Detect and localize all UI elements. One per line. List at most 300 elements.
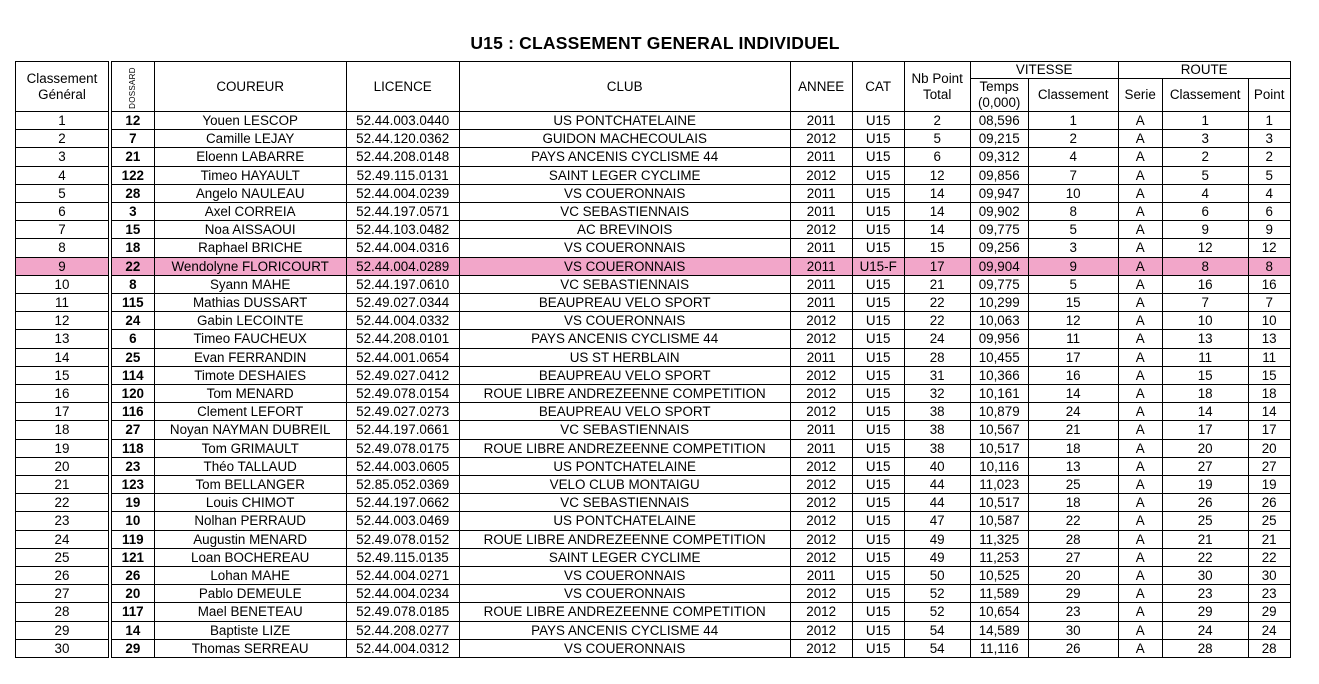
cell-annee: 2011 bbox=[790, 275, 852, 293]
cell-licence: 52.85.052.0369 bbox=[346, 476, 459, 494]
cell-licence: 52.49.115.0135 bbox=[346, 548, 459, 566]
cell-annee: 2011 bbox=[790, 184, 852, 202]
cell-dossard: 29 bbox=[112, 639, 155, 657]
cell-vitesse-classement: 17 bbox=[1028, 348, 1118, 366]
cell-annee: 2012 bbox=[790, 330, 852, 348]
cell-dossard: 22 bbox=[112, 257, 155, 275]
cell-nb-point-total: 14 bbox=[904, 203, 970, 221]
cell-vitesse-classement: 27 bbox=[1028, 548, 1118, 566]
cell-club: GUIDON MACHECOULAIS bbox=[459, 130, 790, 148]
cell-route-classement: 26 bbox=[1162, 494, 1248, 512]
header-cat: CAT bbox=[852, 62, 904, 112]
cell-coureur: Timeo HAYAULT bbox=[154, 166, 346, 184]
cell-club: BEAUPREAU VELO SPORT bbox=[459, 294, 790, 312]
cell-cat: U15 bbox=[852, 585, 904, 603]
cell-rank: 13 bbox=[16, 330, 109, 348]
cell-cat: U15 bbox=[852, 112, 904, 130]
cell-licence: 52.49.078.0154 bbox=[346, 385, 459, 403]
table-row bbox=[16, 621, 1291, 639]
cell-rank: 1 bbox=[16, 112, 109, 130]
cell-nb-point-total: 14 bbox=[904, 221, 970, 239]
cell-annee: 2012 bbox=[790, 585, 852, 603]
results-table bbox=[15, 61, 1291, 658]
cell-club: VC SEBASTIENNAIS bbox=[459, 494, 790, 512]
cell-rank: 24 bbox=[16, 530, 109, 548]
header-points-line1: Nb Point bbox=[911, 70, 963, 86]
cell-point: 21 bbox=[1248, 530, 1290, 548]
cell-rank: 14 bbox=[16, 348, 109, 366]
cell-coureur: Lohan MAHE bbox=[154, 567, 346, 585]
cell-club: ROUE LIBRE ANDREZEENNE COMPETITION bbox=[459, 530, 790, 548]
table-row bbox=[16, 275, 1291, 293]
cell-route-classement: 2 bbox=[1162, 148, 1248, 166]
table-row bbox=[16, 548, 1291, 566]
cell-dossard: 21 bbox=[112, 148, 155, 166]
cell-serie: A bbox=[1118, 457, 1162, 475]
cell-coureur: Timeo FAUCHEUX bbox=[154, 330, 346, 348]
cell-club: VS COUERONNAIS bbox=[459, 239, 790, 257]
cell-route-classement: 17 bbox=[1162, 421, 1248, 439]
cell-temps: 09,902 bbox=[970, 203, 1028, 221]
cell-rank: 10 bbox=[16, 275, 109, 293]
header-annee: ANNEE bbox=[790, 62, 852, 112]
cell-club: VS COUERONNAIS bbox=[459, 585, 790, 603]
cell-dossard: 115 bbox=[112, 294, 155, 312]
cell-cat: U15 bbox=[852, 639, 904, 657]
cell-route-classement: 18 bbox=[1162, 385, 1248, 403]
cell-nb-point-total: 49 bbox=[904, 530, 970, 548]
table-row bbox=[16, 366, 1291, 384]
cell-club: VS COUERONNAIS bbox=[459, 184, 790, 202]
cell-cat: U15 bbox=[852, 621, 904, 639]
cell-temps: 09,956 bbox=[970, 330, 1028, 348]
cell-cat: U15 bbox=[852, 330, 904, 348]
cell-rank: 18 bbox=[16, 421, 109, 439]
cell-temps: 09,775 bbox=[970, 221, 1028, 239]
cell-licence: 52.44.001.0654 bbox=[346, 348, 459, 366]
cell-route-classement: 6 bbox=[1162, 203, 1248, 221]
cell-coureur: Syann MAHE bbox=[154, 275, 346, 293]
cell-coureur: Mael BENETEAU bbox=[154, 603, 346, 621]
cell-point: 23 bbox=[1248, 585, 1290, 603]
cell-temps: 10,455 bbox=[970, 348, 1028, 366]
cell-nb-point-total: 28 bbox=[904, 348, 970, 366]
cell-cat: U15 bbox=[852, 476, 904, 494]
cell-coureur: Loan BOCHEREAU bbox=[154, 548, 346, 566]
cell-vitesse-classement: 5 bbox=[1028, 221, 1118, 239]
table-row bbox=[16, 166, 1291, 184]
cell-rank: 9 bbox=[16, 257, 109, 275]
cell-club: BEAUPREAU VELO SPORT bbox=[459, 366, 790, 384]
cell-route-classement: 19 bbox=[1162, 476, 1248, 494]
table-row bbox=[16, 530, 1291, 548]
header-route-classement: Classement bbox=[1162, 79, 1248, 112]
cell-serie: A bbox=[1118, 221, 1162, 239]
cell-point: 29 bbox=[1248, 603, 1290, 621]
cell-dossard: 15 bbox=[112, 221, 155, 239]
cell-point: 24 bbox=[1248, 621, 1290, 639]
cell-licence: 52.44.004.0239 bbox=[346, 184, 459, 202]
cell-dossard: 119 bbox=[112, 530, 155, 548]
cell-coureur: Louis CHIMOT bbox=[154, 494, 346, 512]
cell-annee: 2011 bbox=[790, 239, 852, 257]
cell-cat: U15 bbox=[852, 366, 904, 384]
cell-annee: 2012 bbox=[790, 603, 852, 621]
cell-club: ROUE LIBRE ANDREZEENNE COMPETITION bbox=[459, 603, 790, 621]
cell-annee: 2012 bbox=[790, 166, 852, 184]
cell-serie: A bbox=[1118, 330, 1162, 348]
cell-annee: 2012 bbox=[790, 385, 852, 403]
cell-temps: 11,589 bbox=[970, 585, 1028, 603]
cell-dossard: 12 bbox=[112, 112, 155, 130]
cell-cat: U15 bbox=[852, 348, 904, 366]
cell-club: ROUE LIBRE ANDREZEENNE COMPETITION bbox=[459, 439, 790, 457]
cell-temps: 10,587 bbox=[970, 512, 1028, 530]
cell-temps: 09,312 bbox=[970, 148, 1028, 166]
cell-licence: 52.49.078.0152 bbox=[346, 530, 459, 548]
cell-route-classement: 1 bbox=[1162, 112, 1248, 130]
cell-rank: 6 bbox=[16, 203, 109, 221]
cell-rank: 28 bbox=[16, 603, 109, 621]
cell-nb-point-total: 38 bbox=[904, 421, 970, 439]
cell-point: 9 bbox=[1248, 221, 1290, 239]
cell-nb-point-total: 38 bbox=[904, 403, 970, 421]
cell-rank: 4 bbox=[16, 166, 109, 184]
cell-cat: U15 bbox=[852, 221, 904, 239]
cell-vitesse-classement: 24 bbox=[1028, 403, 1118, 421]
cell-dossard: 118 bbox=[112, 439, 155, 457]
cell-serie: A bbox=[1118, 548, 1162, 566]
cell-point: 6 bbox=[1248, 203, 1290, 221]
cell-temps: 10,567 bbox=[970, 421, 1028, 439]
cell-annee: 2012 bbox=[790, 494, 852, 512]
cell-dossard: 6 bbox=[112, 330, 155, 348]
cell-point: 18 bbox=[1248, 385, 1290, 403]
table-row bbox=[16, 476, 1291, 494]
cell-licence: 52.44.197.0661 bbox=[346, 421, 459, 439]
cell-rank: 22 bbox=[16, 494, 109, 512]
table-row bbox=[16, 603, 1291, 621]
header-serie: Serie bbox=[1118, 79, 1162, 112]
cell-nb-point-total: 22 bbox=[904, 294, 970, 312]
cell-rank: 27 bbox=[16, 585, 109, 603]
cell-coureur: Tom BELLANGER bbox=[154, 476, 346, 494]
cell-coureur: Clement LEFORT bbox=[154, 403, 346, 421]
cell-serie: A bbox=[1118, 621, 1162, 639]
cell-serie: A bbox=[1118, 421, 1162, 439]
cell-nb-point-total: 14 bbox=[904, 184, 970, 202]
cell-vitesse-classement: 29 bbox=[1028, 585, 1118, 603]
cell-rank: 17 bbox=[16, 403, 109, 421]
cell-cat: U15 bbox=[852, 567, 904, 585]
cell-licence: 52.44.003.0469 bbox=[346, 512, 459, 530]
cell-cat: U15 bbox=[852, 148, 904, 166]
cell-club: PAYS ANCENIS CYCLISME 44 bbox=[459, 621, 790, 639]
cell-point: 3 bbox=[1248, 130, 1290, 148]
cell-route-classement: 20 bbox=[1162, 439, 1248, 457]
cell-club: VELO CLUB MONTAIGU bbox=[459, 476, 790, 494]
header-point: Point bbox=[1248, 79, 1290, 112]
cell-vitesse-classement: 21 bbox=[1028, 421, 1118, 439]
cell-annee: 2011 bbox=[790, 567, 852, 585]
cell-point: 26 bbox=[1248, 494, 1290, 512]
cell-dossard: 116 bbox=[112, 403, 155, 421]
cell-point: 7 bbox=[1248, 294, 1290, 312]
cell-nb-point-total: 38 bbox=[904, 439, 970, 457]
cell-temps: 11,325 bbox=[970, 530, 1028, 548]
cell-coureur: Baptiste LIZE bbox=[154, 621, 346, 639]
cell-point: 1 bbox=[1248, 112, 1290, 130]
cell-licence: 52.44.003.0605 bbox=[346, 457, 459, 475]
cell-cat: U15 bbox=[852, 203, 904, 221]
table-header bbox=[16, 62, 1291, 112]
cell-serie: A bbox=[1118, 275, 1162, 293]
cell-club: VS COUERONNAIS bbox=[459, 312, 790, 330]
cell-rank: 20 bbox=[16, 457, 109, 475]
cell-vitesse-classement: 13 bbox=[1028, 457, 1118, 475]
cell-coureur: Nolhan PERRAUD bbox=[154, 512, 346, 530]
cell-annee: 2012 bbox=[790, 457, 852, 475]
cell-vitesse-classement: 16 bbox=[1028, 366, 1118, 384]
cell-annee: 2012 bbox=[790, 221, 852, 239]
cell-route-classement: 3 bbox=[1162, 130, 1248, 148]
header-club: CLUB bbox=[459, 62, 790, 112]
cell-route-classement: 25 bbox=[1162, 512, 1248, 530]
cell-temps: 10,366 bbox=[970, 366, 1028, 384]
cell-serie: A bbox=[1118, 130, 1162, 148]
cell-nb-point-total: 12 bbox=[904, 166, 970, 184]
cell-point: 17 bbox=[1248, 421, 1290, 439]
table-row bbox=[16, 439, 1291, 457]
table-row bbox=[16, 494, 1291, 512]
table-row bbox=[16, 457, 1291, 475]
header-classement-general bbox=[16, 62, 109, 112]
table-row bbox=[16, 330, 1291, 348]
cell-nb-point-total: 44 bbox=[904, 494, 970, 512]
cell-rank: 5 bbox=[16, 184, 109, 202]
cell-cat: U15 bbox=[852, 275, 904, 293]
cell-serie: A bbox=[1118, 366, 1162, 384]
header-points-line2: Total bbox=[923, 86, 952, 102]
cell-nb-point-total: 40 bbox=[904, 457, 970, 475]
cell-point: 22 bbox=[1248, 548, 1290, 566]
cell-club: ROUE LIBRE ANDREZEENNE COMPETITION bbox=[459, 385, 790, 403]
cell-temps: 10,879 bbox=[970, 403, 1028, 421]
cell-dossard: 27 bbox=[112, 421, 155, 439]
cell-serie: A bbox=[1118, 184, 1162, 202]
cell-point: 25 bbox=[1248, 512, 1290, 530]
page-title: U15 : CLASSEMENT GENERAL INDIVIDUEL bbox=[470, 33, 840, 53]
cell-club: PAYS ANCENIS CYCLISME 44 bbox=[459, 330, 790, 348]
cell-point: 16 bbox=[1248, 275, 1290, 293]
cell-nb-point-total: 54 bbox=[904, 621, 970, 639]
cell-cat: U15 bbox=[852, 457, 904, 475]
cell-temps: 10,517 bbox=[970, 439, 1028, 457]
cell-licence: 52.44.197.0571 bbox=[346, 203, 459, 221]
cell-cat: U15 bbox=[852, 421, 904, 439]
cell-coureur: Noa AISSAOUI bbox=[154, 221, 346, 239]
cell-route-classement: 16 bbox=[1162, 275, 1248, 293]
cell-serie: A bbox=[1118, 603, 1162, 621]
cell-club: SAINT LEGER CYCLIME bbox=[459, 166, 790, 184]
table-row bbox=[16, 421, 1291, 439]
cell-coureur: Axel CORREIA bbox=[154, 203, 346, 221]
cell-dossard: 122 bbox=[112, 166, 155, 184]
cell-annee: 2012 bbox=[790, 312, 852, 330]
cell-vitesse-classement: 11 bbox=[1028, 330, 1118, 348]
cell-rank: 29 bbox=[16, 621, 109, 639]
cell-route-classement: 11 bbox=[1162, 348, 1248, 366]
cell-licence: 52.44.208.0277 bbox=[346, 621, 459, 639]
cell-nb-point-total: 54 bbox=[904, 639, 970, 657]
cell-nb-point-total: 24 bbox=[904, 330, 970, 348]
cell-licence: 52.44.208.0101 bbox=[346, 330, 459, 348]
cell-dossard: 114 bbox=[112, 366, 155, 384]
header-rank-line2: Général bbox=[38, 86, 86, 102]
cell-licence: 52.44.004.0316 bbox=[346, 239, 459, 257]
cell-annee: 2012 bbox=[790, 366, 852, 384]
cell-coureur: Eloenn LABARRE bbox=[154, 148, 346, 166]
header-temps bbox=[970, 79, 1028, 112]
cell-coureur: Evan FERRANDIN bbox=[154, 348, 346, 366]
cell-dossard: 25 bbox=[112, 348, 155, 366]
cell-serie: A bbox=[1118, 112, 1162, 130]
cell-dossard: 26 bbox=[112, 567, 155, 585]
cell-annee: 2011 bbox=[790, 421, 852, 439]
table-row bbox=[16, 403, 1291, 421]
cell-temps: 11,116 bbox=[970, 639, 1028, 657]
cell-vitesse-classement: 5 bbox=[1028, 275, 1118, 293]
header-vitesse-classement: Classement bbox=[1028, 79, 1118, 112]
cell-cat: U15 bbox=[852, 294, 904, 312]
cell-temps: 09,215 bbox=[970, 130, 1028, 148]
cell-annee: 2012 bbox=[790, 621, 852, 639]
table-row bbox=[16, 130, 1291, 148]
cell-cat: U15 bbox=[852, 239, 904, 257]
cell-club: VS COUERONNAIS bbox=[459, 257, 790, 275]
cell-dossard: 20 bbox=[112, 585, 155, 603]
header-dossard-label: DOSSARD bbox=[127, 66, 137, 109]
cell-point: 11 bbox=[1248, 348, 1290, 366]
cell-nb-point-total: 52 bbox=[904, 603, 970, 621]
cell-point: 13 bbox=[1248, 330, 1290, 348]
cell-coureur: Angelo NAULEAU bbox=[154, 184, 346, 202]
cell-vitesse-classement: 20 bbox=[1028, 567, 1118, 585]
cell-nb-point-total: 47 bbox=[904, 512, 970, 530]
cell-route-classement: 29 bbox=[1162, 603, 1248, 621]
cell-route-classement: 5 bbox=[1162, 166, 1248, 184]
cell-coureur: Tom MENARD bbox=[154, 385, 346, 403]
cell-serie: A bbox=[1118, 530, 1162, 548]
cell-point: 28 bbox=[1248, 639, 1290, 657]
cell-coureur: Youen LESCOP bbox=[154, 112, 346, 130]
table-row bbox=[16, 294, 1291, 312]
cell-nb-point-total: 49 bbox=[904, 548, 970, 566]
cell-serie: A bbox=[1118, 439, 1162, 457]
cell-rank: 16 bbox=[16, 385, 109, 403]
cell-temps: 09,256 bbox=[970, 239, 1028, 257]
cell-route-classement: 13 bbox=[1162, 330, 1248, 348]
cell-annee: 2012 bbox=[790, 476, 852, 494]
cell-club: VS COUERONNAIS bbox=[459, 639, 790, 657]
cell-temps: 10,116 bbox=[970, 457, 1028, 475]
cell-dossard: 117 bbox=[112, 603, 155, 621]
cell-serie: A bbox=[1118, 512, 1162, 530]
cell-dossard: 28 bbox=[112, 184, 155, 202]
header-rank-line1: Classement bbox=[26, 70, 98, 86]
cell-point: 10 bbox=[1248, 312, 1290, 330]
cell-serie: A bbox=[1118, 585, 1162, 603]
header-dossard bbox=[112, 62, 155, 112]
cell-rank: 19 bbox=[16, 439, 109, 457]
cell-nb-point-total: 21 bbox=[904, 275, 970, 293]
table-row bbox=[16, 184, 1291, 202]
cell-licence: 52.44.004.0234 bbox=[346, 585, 459, 603]
cell-temps: 11,253 bbox=[970, 548, 1028, 566]
cell-annee: 2012 bbox=[790, 130, 852, 148]
cell-coureur: Noyan NAYMAN DUBREIL bbox=[154, 421, 346, 439]
cell-coureur: Wendolyne FLORICOURT bbox=[154, 257, 346, 275]
cell-serie: A bbox=[1118, 203, 1162, 221]
cell-dossard: 121 bbox=[112, 548, 155, 566]
cell-temps: 10,161 bbox=[970, 385, 1028, 403]
cell-temps: 11,023 bbox=[970, 476, 1028, 494]
cell-serie: A bbox=[1118, 476, 1162, 494]
table-row bbox=[16, 203, 1291, 221]
cell-licence: 52.44.004.0312 bbox=[346, 639, 459, 657]
cell-point: 19 bbox=[1248, 476, 1290, 494]
table-row bbox=[16, 585, 1291, 603]
cell-serie: A bbox=[1118, 257, 1162, 275]
cell-club: US PONTCHATELAINE bbox=[459, 112, 790, 130]
cell-serie: A bbox=[1118, 494, 1162, 512]
cell-nb-point-total: 32 bbox=[904, 385, 970, 403]
cell-cat: U15 bbox=[852, 166, 904, 184]
cell-route-classement: 24 bbox=[1162, 621, 1248, 639]
cell-vitesse-classement: 1 bbox=[1028, 112, 1118, 130]
cell-temps: 09,856 bbox=[970, 166, 1028, 184]
cell-coureur: Théo TALLAUD bbox=[154, 457, 346, 475]
header-temps-line1: Temps bbox=[979, 79, 1019, 94]
cell-dossard: 3 bbox=[112, 203, 155, 221]
cell-nb-point-total: 31 bbox=[904, 366, 970, 384]
cell-licence: 52.44.197.0610 bbox=[346, 275, 459, 293]
cell-route-classement: 8 bbox=[1162, 257, 1248, 275]
cell-rank: 15 bbox=[16, 366, 109, 384]
cell-licence: 52.49.078.0175 bbox=[346, 439, 459, 457]
cell-coureur: Thomas SERREAU bbox=[154, 639, 346, 657]
cell-coureur: Augustin MENARD bbox=[154, 530, 346, 548]
cell-annee: 2011 bbox=[790, 294, 852, 312]
cell-club: VS COUERONNAIS bbox=[459, 567, 790, 585]
cell-vitesse-classement: 18 bbox=[1028, 494, 1118, 512]
cell-cat: U15 bbox=[852, 439, 904, 457]
cell-temps: 10,654 bbox=[970, 603, 1028, 621]
cell-serie: A bbox=[1118, 385, 1162, 403]
cell-club: AC BREVINOIS bbox=[459, 221, 790, 239]
cell-vitesse-classement: 18 bbox=[1028, 439, 1118, 457]
cell-vitesse-classement: 3 bbox=[1028, 239, 1118, 257]
header-licence: LICENCE bbox=[346, 62, 459, 112]
table-body bbox=[16, 112, 1291, 658]
cell-annee: 2011 bbox=[790, 348, 852, 366]
cell-vitesse-classement: 2 bbox=[1028, 130, 1118, 148]
cell-annee: 2011 bbox=[790, 148, 852, 166]
cell-coureur: Gabin LECOINTE bbox=[154, 312, 346, 330]
cell-serie: A bbox=[1118, 348, 1162, 366]
cell-point: 4 bbox=[1248, 184, 1290, 202]
cell-cat: U15 bbox=[852, 312, 904, 330]
